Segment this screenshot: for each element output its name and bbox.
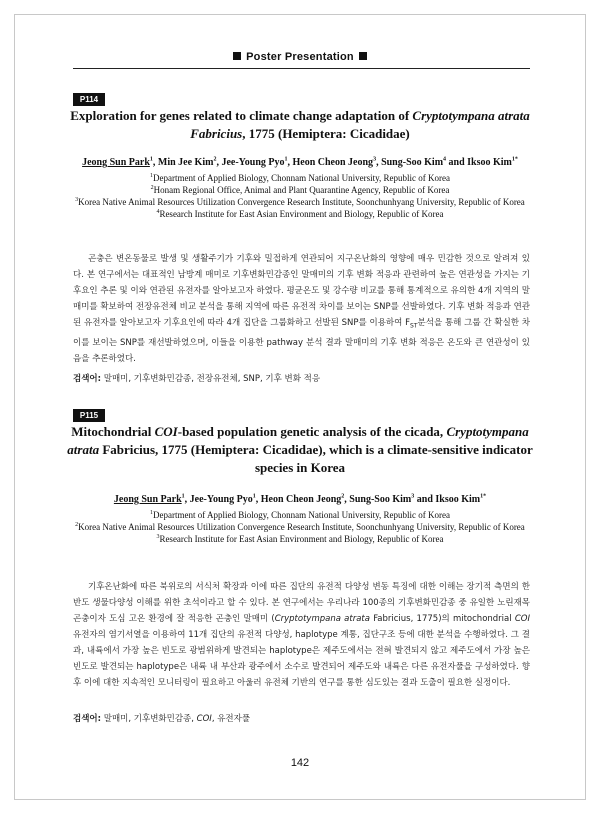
affiliation-line: $^3$Research Institute for East Asian Environment and Biology, Republic of Korea [156,534,444,544]
p114-keywords: 검색어: 말매미, 기후변화민감종, 전장유전체, SNP, 기후 변화 적응 [73,374,321,384]
affiliation-line: $^4$Research Institute for East Asian Environment and Biology, Republic of Korea [156,209,444,219]
p115-title: Mitochondrial COI-based population genetic analysis of the cicada, Cryptotympana atrata Fabricius, 1775 (Hemiptera: Cicadidae), which is a climate-sensitive indicator species in Korea [67,424,533,475]
affiliation-line: $^1$Department of Applied Biology, Chonnam National University, Republic of Korea [149,173,451,183]
p115-authors: Jeong Sun Park$^1$, Jee-Young Pyo$^1$, Heon Cheon Jeong$^2$, Sung-Soo Kim$^3$ and Iksoo Kim$^{1*}$ [113,493,487,505]
author-name: Iksoo Kim [435,494,481,505]
square-bullet-icon [359,52,367,60]
author-name: Jee-Young Pyo [221,157,285,168]
author-name: Min Jee Kim [157,157,214,168]
p115-keywords: 검색어: 말매미, 기후변화민감종, COI, 유전자풀 [73,714,251,724]
affiliation-line: $^2$Korea Native Animal Resources Utilization Convergence Research Institute, Soonchunhyang University, Republic of Korea [75,522,525,532]
p114-title: Exploration for genes related to climate change adaptation of Cryptotympana atrata Fabricius, 1775 (Hemiptera: Cicadidae) [70,108,530,141]
author-name: Jee-Young Pyo [189,494,253,505]
poster-badge-p115: P115 [73,409,105,422]
page-number: 142 [290,757,310,769]
author-name: Jeong Sun Park [82,157,150,168]
author-name: Jeong Sun Park [113,494,182,505]
p115-affiliations [60,509,540,545]
p115-abstract: 기후온난화에 따른 북위로의 서식처 확장과 이에 따른 집단의 유전적 다양성 변동 특징에 대한 이해는 장기적 측면의 한반도 생물다양성 이해를 위한 초석이라고 할 수 있다. 본 연구에서는 우리나라 100종의 기후변화민감종 중 유일한 노린재목 곤충이자 도심 고온 환경에 잘 적응한 곤충인 말매미 (Cryptotympana atrata Fabricius, 1775)의 mitochondrial COI 유전자의 염기서열을 이용하여 11개 집단의 유전적 다양성, haplotype 계통, 집단구조 등에 대한 분석을 수행하였다. 그 결과, 내륙에서 가장 높은 빈도로 광범위하게 발견되는 haplotype은 제주도에서는 전혀 발견되지 않고 제주도에서 가장 높은 빈도로 발견되는 haplotype은 내륙 내 부산과 광주에서 소수로 발견되어 제주도와 내륙은 다른 유전자풀을 구성하였다. 향후 이에 대한 지속적인 모니터링이 필요하고 아울러 유전체 기반의 연구를 통한 심도있는 결과 도출이 필요한 실정이다. [73,582,530,688]
header-rule [73,68,530,69]
poster-badge-p114: P114 [73,93,105,106]
p114-abstract: 곤충은 변온동물로 발생 및 생활주기가 기후와 밀접하게 연관되어 지구온난화의 영향에 매우 민감한 것으로 알려져 있다. 본 연구에서는 대표적인 남방계 매미로 기후변화민감종인 말매미의 기후 변화 적응과 관련하여 높은 연관성을 가지는 기후요인 추론 및 이와 연관된 유전자를 알아보고자 하였다. 평균온도 및 강수량 비교를 통해 통계적으로 유의한 4개 지역의 말매미를 확보하여 전장유전체 비교 분석을 통해 지역에 따른 유전적 차이를 보이는 SNP를 선발하였다. 기후 변화 적응과 연관된 유전자를 알아보고자 기후요인에 따라 4개 집단을 그룹화하고 선발된 SNP를 이용하여 $F_{ST}$분석을 통해 그룹 간 확실한 차이를 보이는 SNP를 재선발하였으며, 이들을 이용한 pathway 분석 결과 말매미의 기후 변화 적응은 온도와 큰 연관성이 있음을 추론하였다. [73,254,530,364]
author-name: Iksoo Kim [467,157,512,168]
section-header-label: Poster Presentation [246,51,354,63]
affiliation-line: $^3$Korea Native Animal Resources Utilization Convergence Research Institute, Soonchunhyang University, Republic of Korea [75,197,525,207]
square-bullet-icon [233,52,241,60]
p114-authors: Jeong Sun Park$^1$, Min Jee Kim$^2$, Jee-Young Pyo$^1$, Heon Cheon Jeong$^3$, Sung-Soo Kim$^4$ and Iksoo Kim$^{1*}$ [82,156,518,168]
author-name: Sung-Soo Kim [349,494,412,505]
author-name: Sung-Soo Kim [381,157,444,168]
affiliation-line: $^1$Department of Applied Biology, Chonnam National University, Republic of Korea [149,510,451,520]
affiliation-line: $^2$Honam Regional Office, Animal and Plant Quarantine Agency, Republic of Korea [150,185,450,195]
section-header [0,51,600,63]
author-name: Heon Cheon Jeong [260,494,342,505]
author-name: Heon Cheon Jeong [292,157,374,168]
p114-affiliations [60,172,540,220]
